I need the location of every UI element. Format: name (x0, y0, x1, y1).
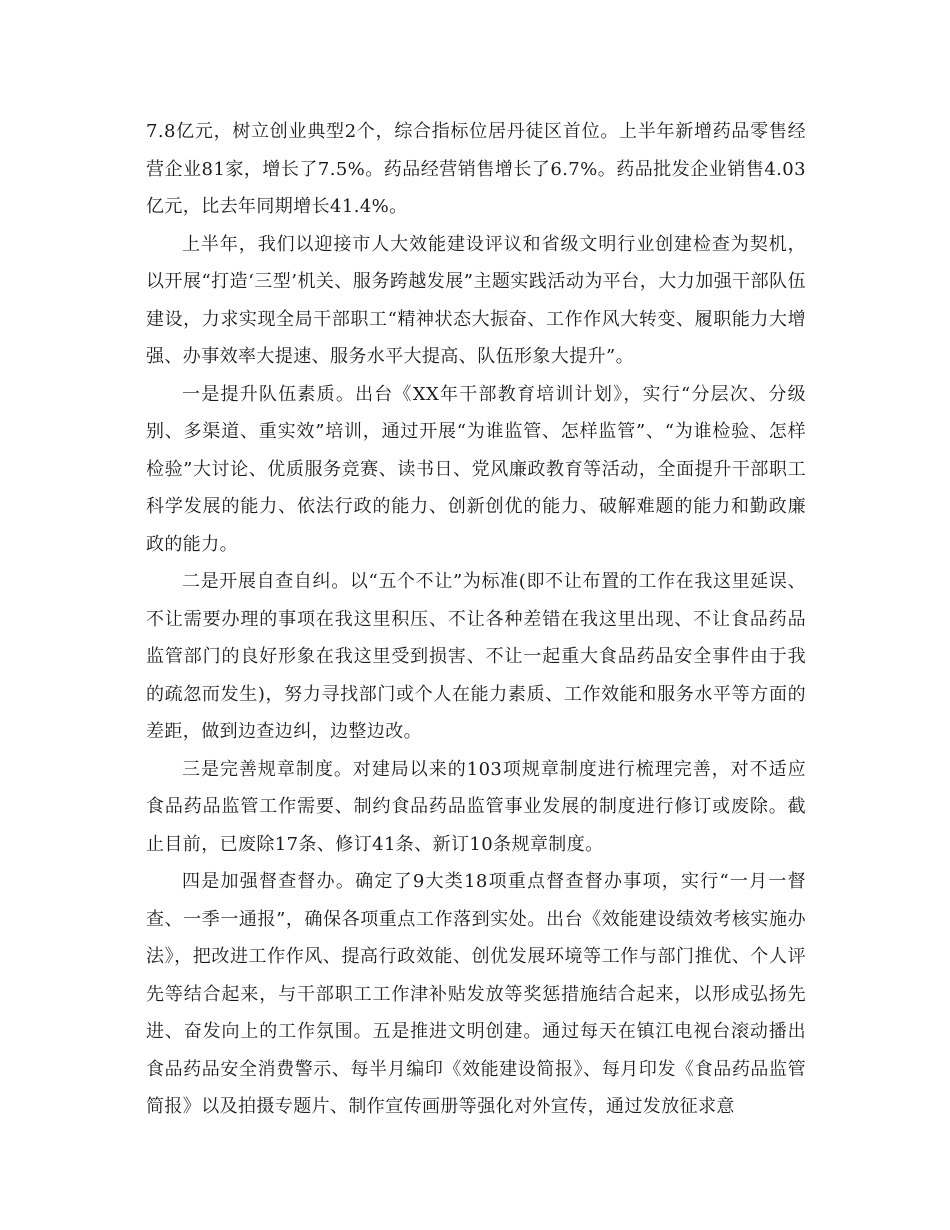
paragraph-self-inspection: 二是开展自查自纠。以“五个不让”为标准(即不让布置的工作在我这里延误、不让需要办理的事项在我这里积压、不让各种差错在我这里出现、不让食品药品监管部门的良好形象在我这里受到损害、不让一起重大食品药品安全事件由于我的疏忽而发生)，努力寻找部门或个人在能力素质、工作效能和服务水平等方面的差距，做到边查边纠，边整边改。 (146, 571, 806, 742)
paragraph-improve-quality: 一是提升队伍素质。出台《XX年干部教育培训计划》，实行“分层次、分级别、多渠道、重实效”培训，通过开展“为谁监管、怎样监管”、“为谁检验、怎样检验”大讨论、优质服务竞赛、读书日、党风廉政教育等活动，全面提升干部职工科学发展的能力、依法行政的能力、创新创优的能力、破解难题的能力和勤政廉政的能力。 (146, 383, 806, 555)
document-body (146, 113, 806, 1126)
paragraph-rules-improvement: 三是完善规章制度。对建局以来的103项规章制度进行梳理完善，对不适应食品药品监管工作需要、制约食品药品监管事业发展的制度进行修订或废除。截止目前，已废除17条、修订41条、新订10条规章制度。 (146, 758, 806, 855)
paragraph-supervision: 四是加强督查督办。确定了9大类18项重点督查督办事项，实行“一月一督查、一季一通报”，确保各项重点工作落到实处。出台《效能建设绩效考核实施办法》，把改进工作作风、提高行政效能、创优发展环境等工作与部门推优、个人评先等结合起来，与干部职工工作津补贴发放等奖惩措施结合起来，以形成弘扬先进、奋发向上的工作氛围。五是推进文明创建。通过每天在镇江电视台滚动播出食品药品安全消费警示、每半月编印《效能建设简报》、每月印发《食品药品监管简报》以及拍摄专题片、制作宣传画册等强化对外宣传，通过发放征求意 (146, 871, 806, 1117)
paragraph-summary-figures: 7.8亿元，树立创业典型2个，综合指标位居丹徒区首位。上半年新增药品零售经营企业81家，增长了7.5%。药品经营销售增长了6.7%。药品批发企业销售4.03亿元，比去年同期增长41.4%。 (146, 121, 806, 217)
paragraph-team-building-intro: 上半年，我们以迎接市人大效能建设评议和省级文明行业创建检查为契机，以开展“打造‘三型’机关、服务跨越发展”主题实践活动为平台，大力加强干部队伍建设，力求实现全局干部职工“精神状态大振奋、工作作风大转变、履职能力大增强、办事效率大提速、服务水平大提高、队伍形象大提升”。 (146, 233, 806, 367)
